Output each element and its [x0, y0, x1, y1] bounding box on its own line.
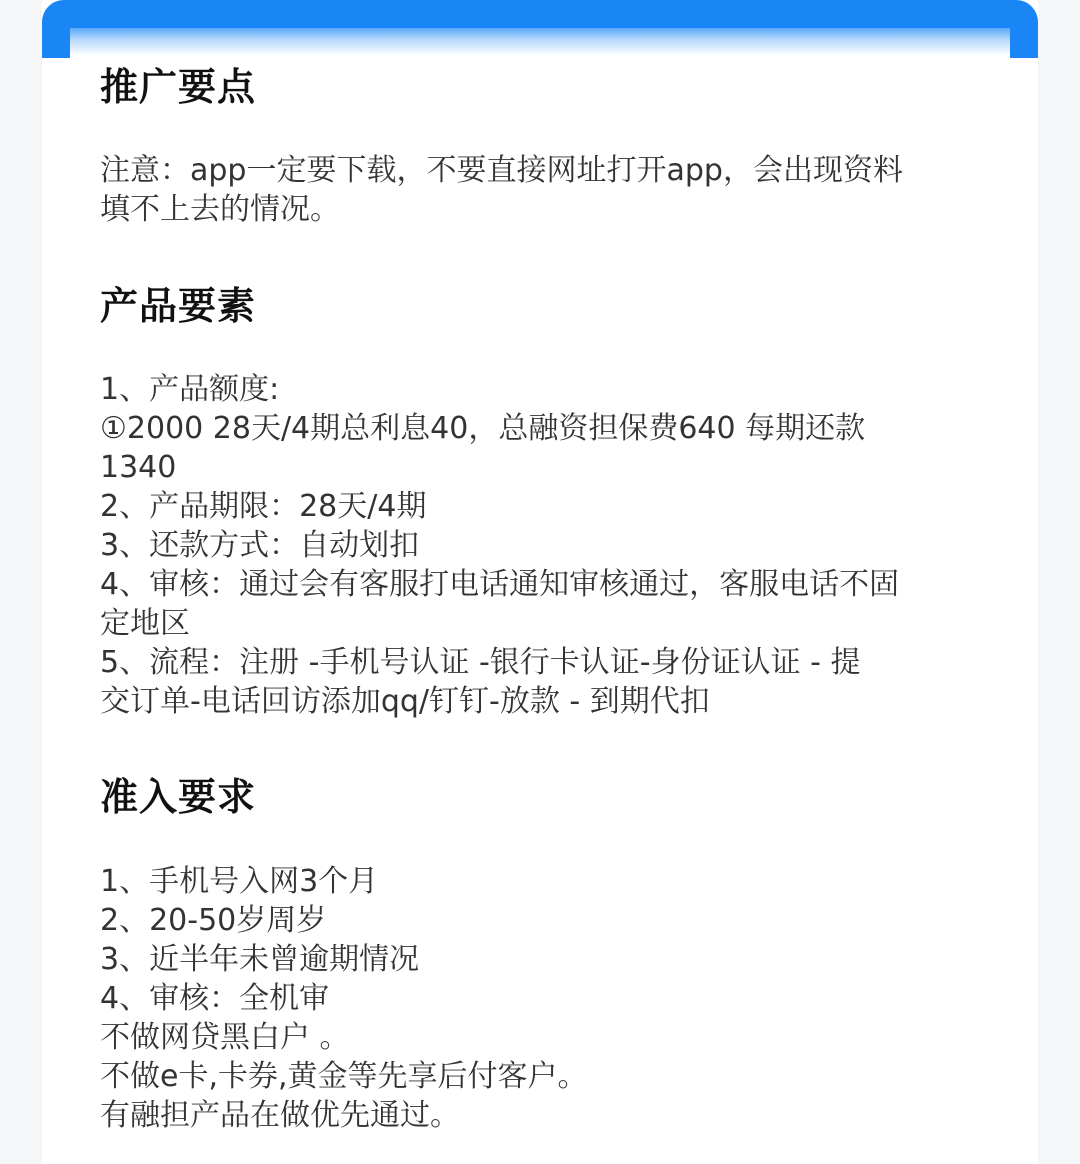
- product-line: 1340: [100, 450, 177, 485]
- card-header-gradient: [70, 28, 1010, 58]
- promo-line: 填不上去的情况。: [100, 192, 340, 227]
- section-title-product: 产品要素: [100, 284, 257, 328]
- requirement-line: 有融担产品在做优先通过。: [100, 1098, 460, 1133]
- promo-line: 注意：app一定要下载，不要直接网址打开app，会出现资料: [100, 153, 903, 188]
- requirement-line: 1、手机号入网3个月: [100, 864, 379, 899]
- card-header-bar: [42, 0, 1038, 58]
- section-title-requirements: 准入要求: [100, 775, 257, 819]
- product-line: 5、流程：注册 -手机号认证 -银行卡认证-身份证认证 - 提: [100, 645, 861, 680]
- product-line: ①2000 28天/4期总利息40，总融资担保费640 每期还款: [100, 411, 866, 446]
- product-line: 3、还款方式：自动划扣: [100, 528, 420, 563]
- product-line: 定地区: [100, 606, 190, 641]
- requirement-line: 3、近半年未曾逾期情况: [100, 942, 420, 977]
- product-line: 1、产品额度:: [100, 372, 280, 407]
- requirement-line: 不做网贷黑白户 。: [100, 1020, 350, 1055]
- requirement-line: 4、审核：全机审: [100, 981, 330, 1016]
- section-title-promo: 推广要点: [100, 65, 257, 109]
- product-line: 交订单-电话回访添加qq/钉钉-放款 - 到期代扣: [100, 684, 710, 719]
- requirement-line: 2、20-50岁周岁: [100, 903, 327, 938]
- requirement-line: 不做e卡,卡券,黄金等先享后付客户。: [100, 1059, 588, 1094]
- product-line: 4、审核：通过会有客服打电话通知审核通过，客服电话不固: [100, 567, 900, 602]
- product-line: 2、产品期限：28天/4期: [100, 489, 427, 524]
